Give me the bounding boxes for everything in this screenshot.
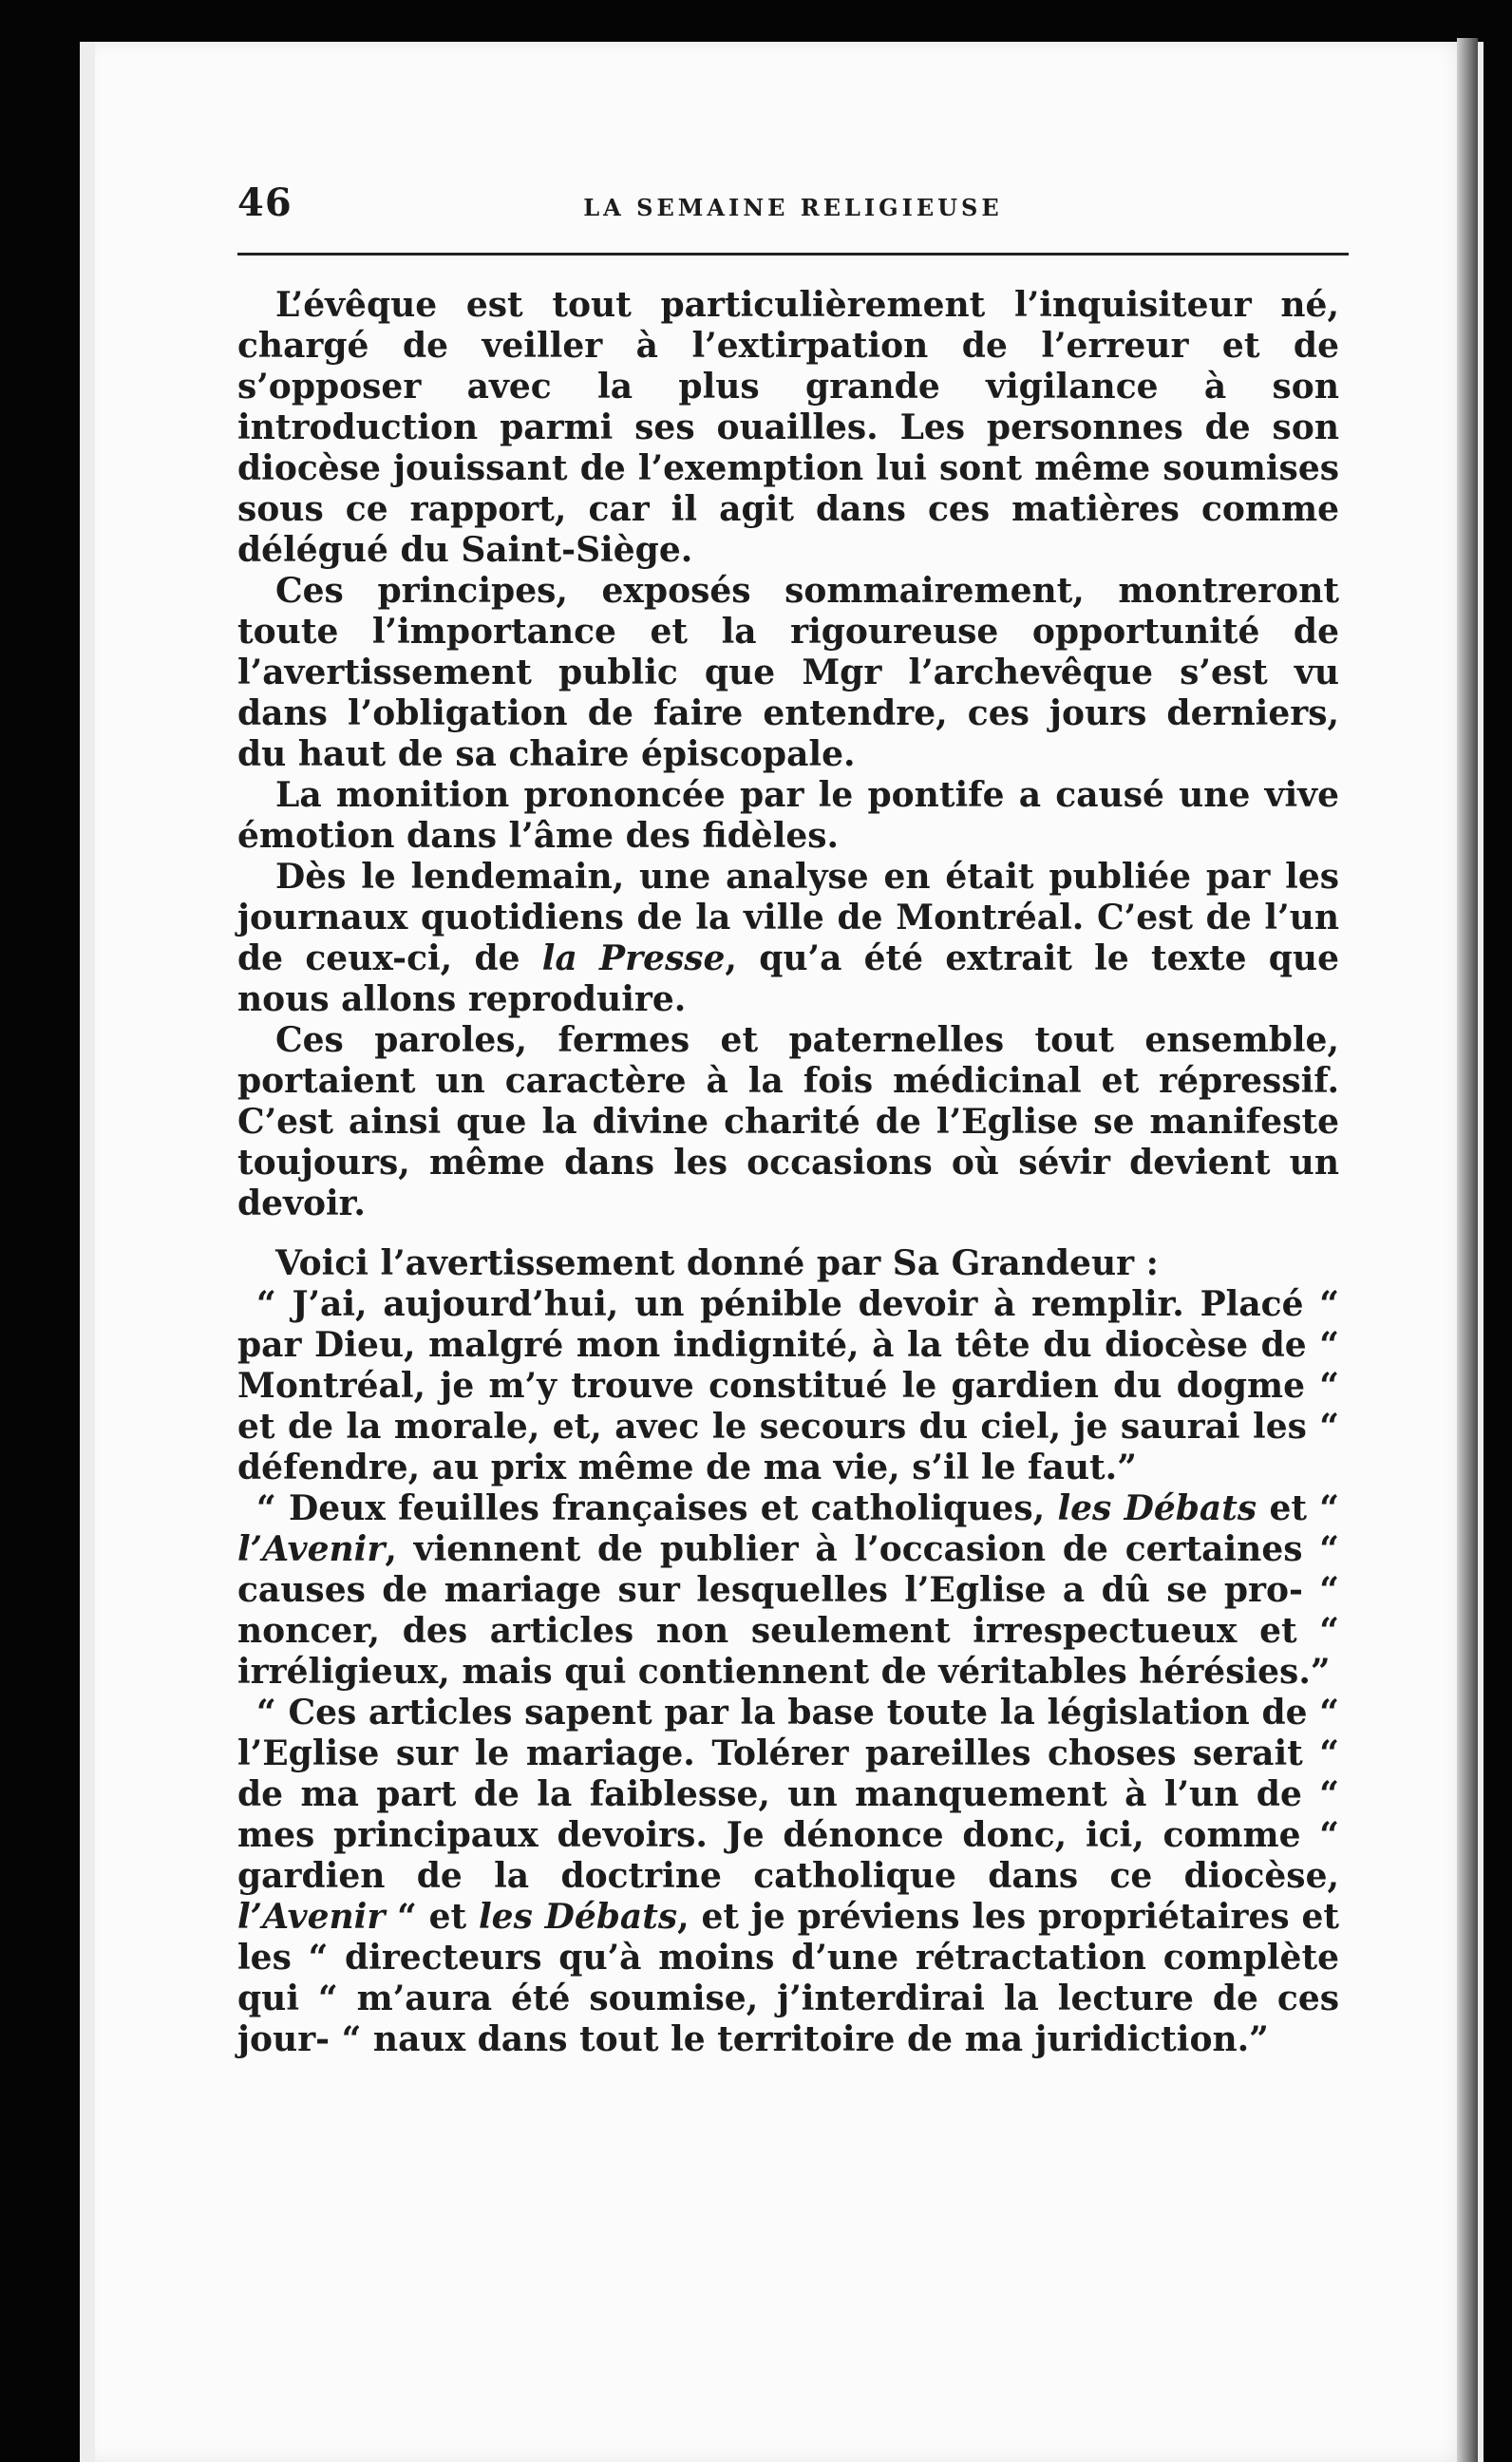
- quote-2: [237, 1488, 1339, 1693]
- quote-3: [237, 1693, 1339, 2060]
- quote-2-text-a: “ Deux feuilles françaises et catholiques,: [256, 1488, 1058, 1528]
- newspaper-title-les-debats: les Débats: [478, 1897, 678, 1937]
- paragraph-1: L’évêque est tout particulièrement l’inquisiteur né, chargé de veiller à l’extirpation de l’erreur et de s’opposer avec la plus grande vigilance à son introduction parmi ses ouailles. Les personnes de son diocèse jouissant de l’exemption lui sont même soumises sous ce rapport, car il agit dans ces matières comme délégué du Saint-Siège.: [237, 285, 1339, 570]
- running-title: LA SEMAINE RELIGIEUSE: [583, 194, 1003, 221]
- paragraph-5: Ces paroles, fermes et paternelles tout ensemble, portaient un caractère à la fois médicinal et répressif. C’est ainsi que la divine charité de l’Eglise se manifeste toujours, même dans les occasions où sévir devient un devoir.: [237, 1020, 1339, 1223]
- quote-2-text-c: , viennent de publier à l’occasion de certaines “ causes de mariage sur lesquelles l’Eglise a dû se pro- “ noncer, des articles non seulement irrespectueux et “ irréligieux, mais qui contiennent de véritables hérésies.”: [237, 1529, 1339, 1692]
- newspaper-title-la-presse: la Presse: [541, 938, 726, 978]
- newspaper-title-l-avenir: l’Avenir: [237, 1897, 386, 1937]
- quote-2-text-b: et “: [1257, 1488, 1339, 1528]
- header-rule: [237, 253, 1349, 256]
- paragraph-3: La monition prononcée par le pontife a causé une vive émotion dans l’âme des fidèles.: [237, 775, 1339, 856]
- paragraph-4: [237, 857, 1339, 1020]
- paragraph-4-text-a: Dès le lendemain, une analyse en était publiée par les journaux quotidiens de la ville de Montréal. C’est de l’un de ceux-ci, de: [237, 857, 1339, 978]
- page-header: [237, 180, 1349, 237]
- quote-3-text-a: “ Ces articles sapent par la base toute la législation de “ l’Eglise sur le mariage. Tolérer pareilles choses serait “ de ma part de la faiblesse, un manquement à l’un de “ mes principaux devoirs. Je dénonce donc, ici, comme “ gardien de la doctrine catholique dans ce diocèse,: [237, 1693, 1339, 1896]
- paragraph-4-text-b: , qu’a été extrait le texte que nous allons reproduire.: [237, 938, 1340, 1019]
- page-edge-shadow: [1457, 38, 1478, 2462]
- quote-1: “ J’ai, aujourd’hui, un pénible devoir à remplir. Placé “ par Dieu, malgré mon indignité, à la tête du diocèse de “ Montréal, je m’y trouve constitué le gardien du dogme “ et de la morale, et, avec le secours du ciel, je saurai les “ défendre, au prix même de ma vie, s’il le faut.”: [237, 1284, 1339, 1487]
- newspaper-title-l-avenir: l’Avenir: [237, 1529, 386, 1569]
- quote-3-text-b: “ et: [385, 1897, 479, 1937]
- body-text: [237, 285, 1339, 2060]
- newspaper-title-les-debats: les Débats: [1057, 1488, 1257, 1528]
- page-number: 46: [237, 180, 293, 225]
- paragraph-6: Voici l’avertissement donné par Sa Grandeur :: [275, 1243, 1159, 1283]
- quote-3-text-c: , et je préviens les propriétaires et les “ directeurs qu’à moins d’une rétractation complète qui “ m’aura été soumise, j’interdirai la lecture de ces jour- “ naux dans tout le territoire de ma juridiction.”: [237, 1897, 1339, 2059]
- paragraph-2: Ces principes, exposés sommairement, montreront toute l’importance et la rigoureuse opportunité de l’avertissement public que Mgr l’archevêque s’est vu dans l’obligation de faire entendre, ces jours derniers, du haut de sa chaire épiscopale.: [237, 571, 1339, 774]
